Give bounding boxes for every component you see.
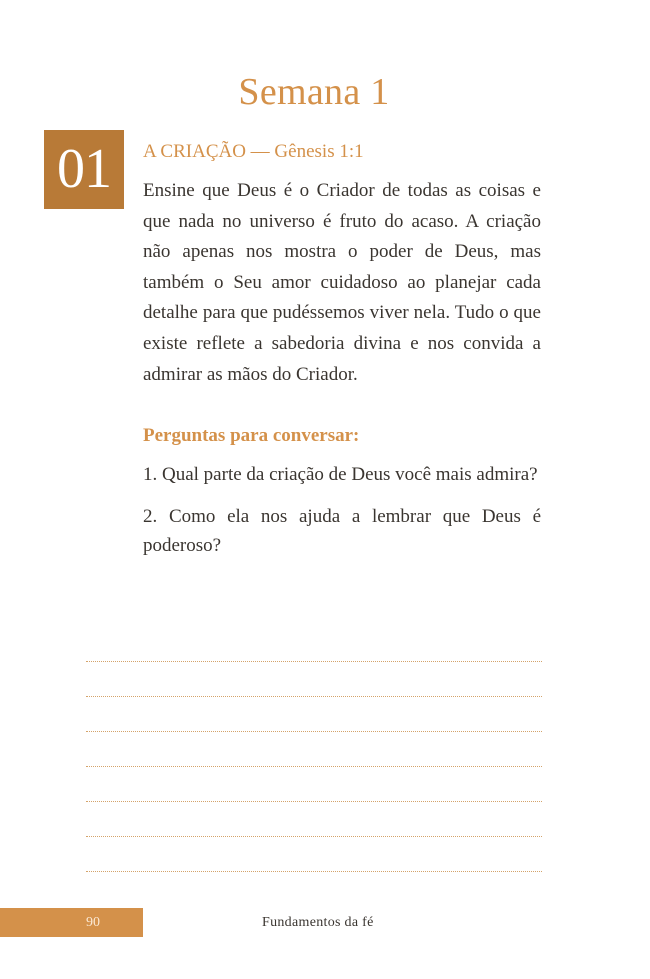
question-item: 2. Como ela nos ajuda a lembrar que Deus é poderoso? — [143, 506, 541, 557]
writing-lines — [86, 661, 542, 906]
page-number: 90 — [86, 915, 100, 930]
writing-line — [86, 731, 542, 732]
writing-line — [86, 836, 542, 837]
writing-line — [86, 801, 542, 802]
writing-line — [86, 661, 542, 662]
footer-page-bar — [0, 908, 143, 937]
question-item: 1. Qual parte da criação de Deus você mais admira? — [143, 464, 538, 486]
week-title: Semana 1 — [238, 71, 390, 113]
writing-line — [86, 766, 542, 767]
footer-book-title: Fundamentos da fé — [262, 915, 374, 930]
lesson-number-badge: 01 — [44, 130, 124, 209]
questions-heading: Perguntas para conversar: — [143, 425, 360, 447]
writing-line — [86, 696, 542, 697]
lesson-body-text: Ensine que Deus é o Criador de todas as coisas e que nada no universo é fruto do acaso. A criação não apenas nos mostra o poder de Deus, mas também o Seu amor cuidadoso ao planejar cada detalhe para que pudéssemos viver nela. Tudo o que existe reflete a sabedoria divina e nos convida a admirar as mãos do Criador. — [143, 180, 541, 385]
lesson-content — [143, 138, 541, 573]
lesson-heading: A CRIAÇÃO — Gênesis 1:1 — [143, 141, 364, 162]
writing-line — [86, 871, 542, 872]
